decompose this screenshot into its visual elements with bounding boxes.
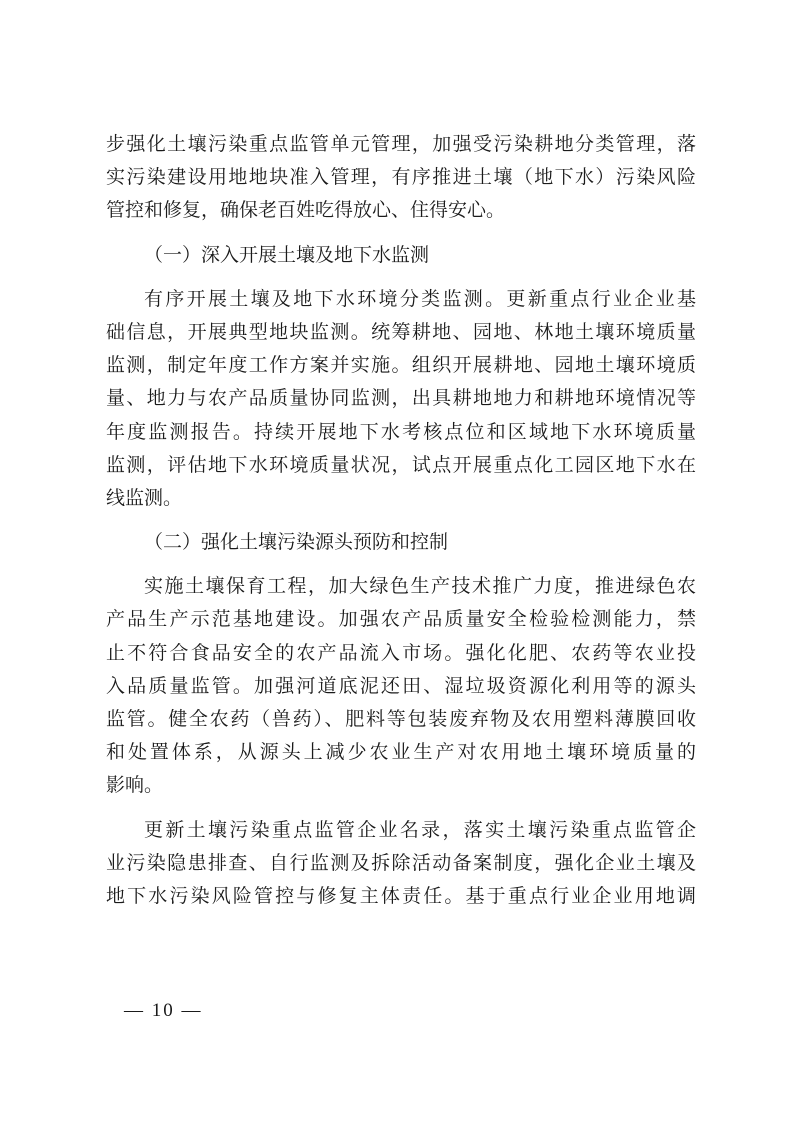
paragraph-2 [106,283,696,515]
text-line: 产品生产示范基地建设。加强农产品质量安全检验检测能力，禁 [106,608,696,631]
text-line: 实污染建设用地地块准入管理，有序推进土壤（地下水）污染风险 [106,166,696,189]
text-line: 入品质量监管。加强河道底泥还田、湿垃圾资源化利用等的源头 [106,674,696,697]
text-line: 影响。 [106,774,164,797]
section-heading-2: （二）强化土壤污染源头预防和控制 [144,531,449,554]
text-line: 地下水污染风险管控与修复主体责任。基于重点行业企业用地调 [106,884,696,907]
text-line: 止不符合食品安全的农产品流入市场。强化化肥、农药等农业投 [106,641,696,664]
text-line: 更新土壤污染重点监管企业名录，落实土壤污染重点监管企 [144,818,696,841]
text-line: 监测，制定年度工作方案并实施。组织开展耕地、园地土壤环境质 [106,354,696,377]
document-body [106,128,696,913]
page-number: — 10 — [124,1000,203,1021]
text-line: 业污染隐患排查、自行监测及拆除活动备案制度，强化企业土壤及 [106,851,696,874]
text-line: 实施土壤保育工程，加大绿色生产技术推广力度，推进绿色农 [144,575,696,598]
paragraph-3 [106,570,696,802]
section-heading-1: （一）深入开展土壤及地下水监测 [144,243,430,266]
text-line: 量、地力与农产品质量协同监测，出具耕地地力和耕地环境情况等 [106,387,696,410]
paragraph-1 [106,128,696,228]
text-line: 和处置体系，从源头上减少农业生产对农用地土壤环境质量的 [106,741,696,764]
text-line: 线监测。 [106,486,183,509]
text-line: 年度监测报告。持续开展地下水考核点位和区域地下水环境质量 [106,420,696,443]
text-line: 管控和修复，确保老百姓吃得放心、住得安心。 [106,199,506,222]
text-line: 础信息，开展典型地块监测。统筹耕地、园地、林地土壤环境质量 [106,320,696,343]
text-line: 步强化土壤污染重点监管单元管理，加强受污染耕地分类管理，落 [106,133,696,155]
text-line: 监测，评估地下水环境质量状况，试点开展重点化工园区地下水在 [106,453,696,476]
paragraph-4 [106,814,696,914]
text-line: 有序开展土壤及地下水环境分类监测。更新重点行业企业基 [144,287,696,310]
text-line: 监管。健全农药（兽药）、肥料等包装废弃物及农用塑料薄膜回收 [106,708,696,730]
